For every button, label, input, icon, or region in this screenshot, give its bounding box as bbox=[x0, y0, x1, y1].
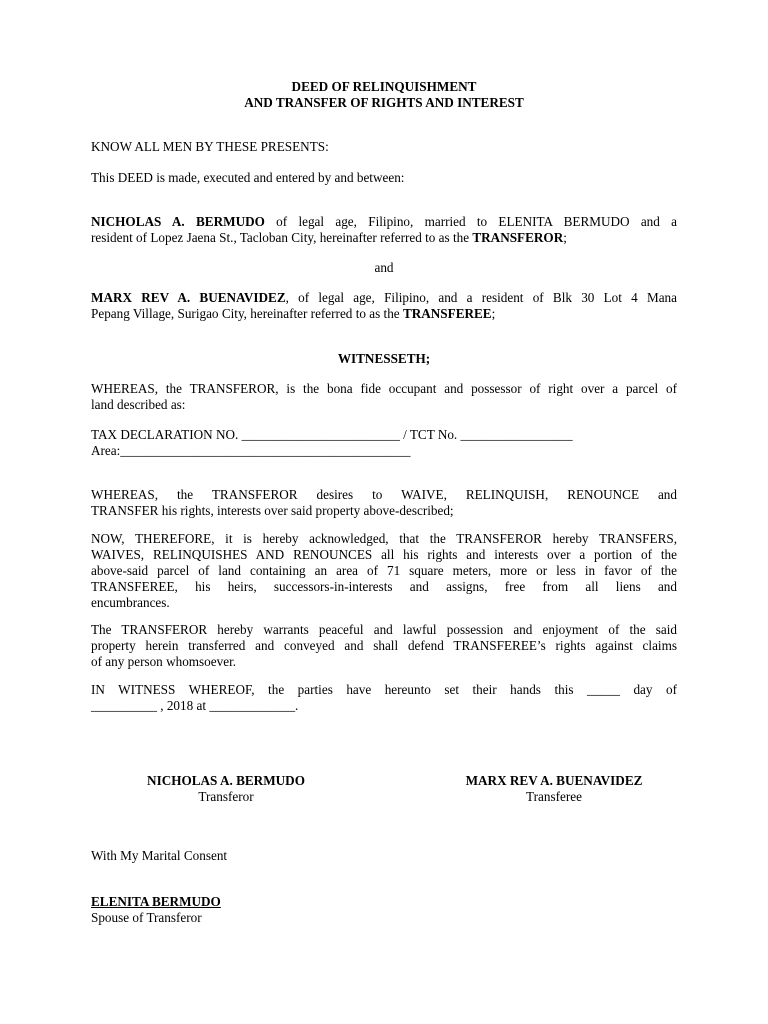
whereas-desires-paragraph bbox=[91, 487, 677, 519]
transferor-party-paragraph bbox=[91, 214, 677, 246]
warranty-paragraph bbox=[91, 622, 677, 670]
now-therefore-paragraph bbox=[91, 531, 677, 611]
transferor-party-line-2 bbox=[91, 230, 677, 246]
transferee-role-label: TRANSFEREE bbox=[402, 306, 492, 321]
transferor-signature-block bbox=[106, 773, 346, 805]
now-therefore-line-4: TRANSFEREE, his heirs, successors-in-interests and assigns, free from all liens and bbox=[91, 579, 677, 594]
transferor-signature-name: NICHOLAS A. BERMUDO bbox=[147, 773, 305, 788]
in-witness-line-1: IN WITNESS WHEREOF, the parties have hereunto set their hands this _____ day of bbox=[91, 682, 677, 697]
spouse-signature-block bbox=[91, 894, 221, 926]
transferor-role-label: TRANSFEROR bbox=[472, 230, 564, 245]
transferee-signature-name: MARX REV A. BUENAVIDEZ bbox=[465, 773, 643, 788]
transferor-party-text-1: of legal age, Filipino, married to ELENITA BERMUDO and a bbox=[264, 214, 677, 229]
transferee-party-name: MARX REV A. BUENAVIDEZ bbox=[91, 290, 286, 305]
transferor-signature-role: Transferor bbox=[198, 789, 254, 804]
transferee-party-line-2 bbox=[91, 306, 677, 322]
transferor-party-name: NICHOLAS A. BERMUDO bbox=[91, 214, 265, 229]
transferee-party-text-2: Pepang Village, Surigao City, hereinafter referred to as the bbox=[91, 306, 403, 321]
transferor-party-end: ; bbox=[563, 230, 567, 245]
warranty-line-3: of any person whomsoever. bbox=[91, 654, 237, 669]
warranty-line-1: The TRANSFEROR hereby warrants peaceful and lawful possession and enjoyment of the said bbox=[91, 622, 677, 637]
transferee-party-line-1 bbox=[91, 290, 677, 306]
spouse-signature-name: ELENITA BERMUDO bbox=[91, 894, 221, 909]
transferee-party-text-1: , of legal age, Filipino, and a resident of Blk 30 Lot 4 Mana bbox=[285, 290, 677, 305]
whereas-possessor-paragraph bbox=[91, 381, 677, 413]
whereas-2-line-1: WHEREAS, the TRANSFEROR desires to WAIVE, RELINQUISH, RENOUNCE and bbox=[91, 487, 677, 502]
whereas-1-line-1: WHEREAS, the TRANSFEROR, is the bona fide occupant and possessor of right over a parcel of bbox=[91, 381, 677, 396]
witnesseth-heading: WITNESSETH; bbox=[337, 351, 431, 366]
marital-consent-label: With My Marital Consent bbox=[91, 848, 228, 863]
in-witness-paragraph bbox=[91, 682, 677, 714]
transferee-signature-role: Transferee bbox=[526, 789, 582, 804]
deed-intro-paragraph: This DEED is made, executed and entered by and between: bbox=[91, 170, 405, 185]
know-all-men-heading: KNOW ALL MEN BY THESE PRESENTS: bbox=[91, 139, 329, 154]
now-therefore-line-3: above-said parcel of land containing an area of 71 square meters, more or less in favor of the bbox=[91, 563, 677, 578]
in-witness-line-2: __________ , 2018 at _____________. bbox=[91, 698, 299, 713]
warranty-line-2: property herein transferred and conveyed and shall defend TRANSFEREE’s rights against claims bbox=[91, 638, 677, 653]
title-line-1: DEED OF RELINQUISHMENT bbox=[291, 79, 477, 94]
document-title bbox=[91, 79, 677, 111]
now-therefore-line-2: WAIVES, RELINQUISHES AND RENOUNCES all his rights and interests over a portion of the bbox=[91, 547, 677, 562]
transferee-party-end: ; bbox=[491, 306, 496, 321]
transferor-party-text-2: resident of Lopez Jaena St., Tacloban City, hereinafter referred to as the bbox=[91, 230, 473, 245]
now-therefore-line-5: encumbrances. bbox=[91, 595, 170, 610]
transferee-party-paragraph bbox=[91, 290, 677, 322]
transferee-signature-block bbox=[426, 773, 682, 805]
title-line-2: AND TRANSFER OF RIGHTS AND INTEREST bbox=[244, 95, 524, 110]
transferor-party-line-1 bbox=[91, 214, 677, 230]
area-line: Area:____________________________________________ bbox=[91, 443, 411, 458]
tax-declaration-line: TAX DECLARATION NO. ________________________ / TCT No. _________________ bbox=[91, 427, 573, 442]
whereas-1-line-2: land described as: bbox=[91, 397, 186, 412]
now-therefore-line-1: NOW, THEREFORE, it is hereby acknowledged, that the TRANSFEROR hereby TRANSFERS, bbox=[91, 531, 677, 546]
and-separator: and bbox=[374, 260, 394, 275]
spouse-signature-role: Spouse of Transferor bbox=[91, 910, 202, 925]
whereas-2-line-2: TRANSFER his rights, interests over said property above-described; bbox=[91, 503, 454, 518]
